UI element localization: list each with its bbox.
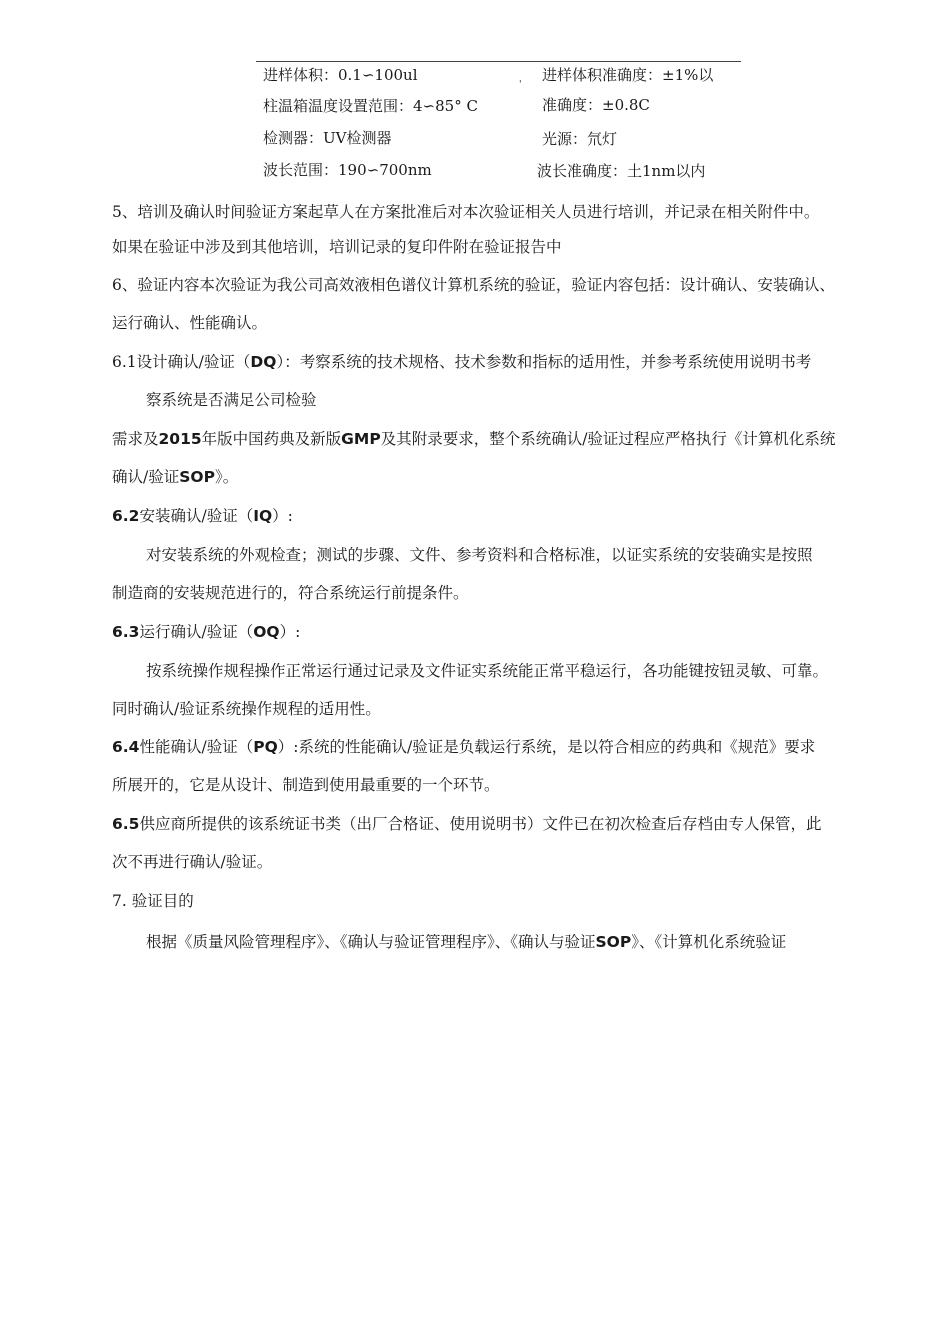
spec-wavelength-accuracy: 波长准确度：土1nm以内: [537, 162, 706, 180]
sop-text: SOP: [595, 933, 632, 951]
section-6-4-heading: [112, 735, 815, 757]
sop-text: SOP: [179, 468, 215, 486]
text-run: 》、《计算机化系统验证: [631, 933, 787, 951]
section-text: ）：考察系统的技术规格、技术参数和指标的适用性，并参考系统使用说明书考: [276, 353, 812, 371]
spec-detector: 检测器：UV检测器: [263, 129, 392, 147]
section-6-line-1: 6、验证内容本次验证为我公司高效液相色谱仪计算机系统的验证，验证内容包括：设计确认、安装确认、: [112, 276, 835, 294]
section-6-5-line-1: [112, 812, 821, 834]
section-6-3-line-2: 按系统操作规程操作正常运行通过记录及文件证实系统能正常平稳运行，各功能键按钮灵敏、可靠。: [146, 662, 829, 680]
section-6-2-heading: [112, 504, 293, 526]
section-code: IQ: [253, 507, 273, 525]
text-run: 根据《质量风险管理程序》、《确认与验证管理程序》、《确认与验证: [146, 933, 596, 951]
section-number: 6.4: [112, 738, 140, 756]
section-code: DQ: [250, 353, 277, 371]
section-6-2-line-2: 对安装系统的外观检查；测试的步骤、文件、参考资料和合格标准，以证实系统的安装确实是按照: [146, 546, 813, 564]
section-6-4-line-2: 所展开的，它是从设计、制造到使用最重要的一个环节。: [112, 776, 500, 794]
table-top-rule: [256, 61, 741, 62]
spec-column-oven-range: 柱温箱温度设置范围：4∽85° C: [263, 97, 478, 115]
section-6-1-line-3: [112, 427, 835, 449]
section-text: ）:: [279, 623, 301, 641]
section-5-line-2: 如果在验证中涉及到其他培训，培训记录的复印件附在验证报告中: [112, 238, 562, 256]
gmp-text: GMP: [341, 430, 381, 448]
year-text: 2015: [158, 430, 202, 448]
section-5-line-1: 5、培训及确认时间验证方案起草人在方案批准后对本次验证相关人员进行培训，并记录在相关附件中。: [112, 203, 820, 221]
spec-temperature-accuracy: 准确度：±0.8C: [542, 96, 650, 114]
section-6-1-heading: [112, 350, 811, 372]
text-run: 需求及: [112, 430, 159, 448]
section-text: 供应商所提供的该系统证书类（出厂合格证、使用说明书）文件已在初次检查后存档由专人保管，此: [139, 815, 822, 833]
text-run: 年版中国药典及新版: [201, 430, 342, 448]
stray-mark: ': [519, 80, 522, 90]
section-6-line-2: 运行确认、性能确认。: [112, 314, 268, 332]
text-run: 》。: [214, 468, 239, 486]
section-code: PQ: [253, 738, 278, 756]
section-code: OQ: [253, 623, 280, 641]
section-title: 安装确认/验证（: [139, 507, 254, 525]
section-title: 设计确认/验证（: [136, 353, 251, 371]
text-run: 确认/验证: [112, 468, 180, 486]
section-6-3-heading: [112, 620, 300, 642]
section-7-line-1: [146, 930, 786, 952]
spec-injection-accuracy: 进样体积准确度：±1%以: [542, 66, 714, 84]
section-number: 6.5: [112, 815, 140, 833]
section-6-2-line-3: 制造商的安装规范进行的，符合系统运行前提条件。: [112, 584, 469, 602]
section-6-5-line-2: 次不再进行确认/验证。: [112, 853, 273, 871]
text-run: 及其附录要求，整个系统确认/验证过程应严格执行《计算机化系统: [380, 430, 836, 448]
section-6-1-line-2: 察系统是否满足公司检验: [146, 391, 317, 409]
section-title: 运行确认/验证（: [139, 623, 254, 641]
section-number: 6.3: [112, 623, 140, 641]
spec-wavelength-range: 波长范围：190∽700nm: [263, 161, 432, 179]
section-text: ）:系统的性能确认/验证是负载运行系统，是以符合相应的药典和《规范》要求: [277, 738, 816, 756]
section-6-3-line-3: 同时确认/验证系统操作规程的适用性。: [112, 700, 381, 718]
section-7-heading: 7. 验证目的: [112, 892, 194, 910]
section-number: 6.2: [112, 507, 140, 525]
section-6-1-line-4: [112, 465, 238, 487]
spec-injection-volume: 进样体积：0.1∽100ul: [263, 66, 418, 84]
section-title: 性能确认/验证（: [139, 738, 254, 756]
section-text: ）:: [272, 507, 293, 525]
spec-light-source: 光源：氘灯: [542, 130, 618, 148]
section-number: 6.1: [112, 353, 137, 371]
